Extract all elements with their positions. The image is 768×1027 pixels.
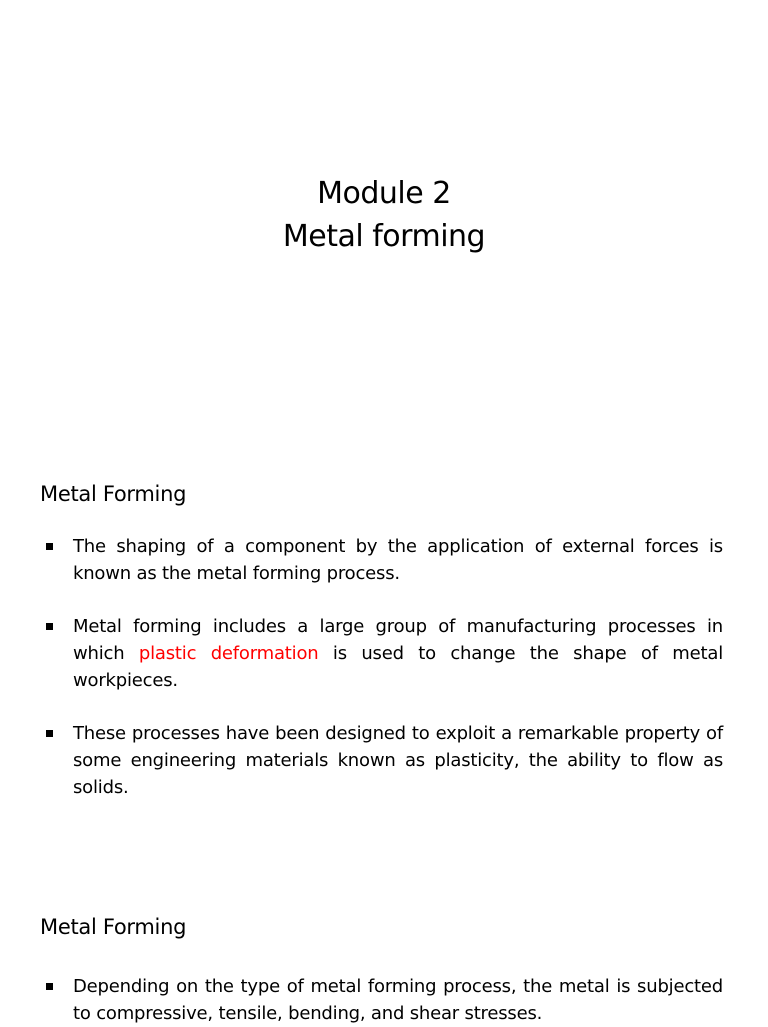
- bullet-text: These processes have been designed to exploit a remarkable property of some engineering materials known as plasticity, the ability to flow as solids.: [73, 723, 723, 798]
- square-bullet-icon: [46, 623, 53, 630]
- bullet-text-after: is used to change the shape of metal workpieces.: [73, 643, 723, 691]
- bullet-text: The shaping of a component by the application of external forces is known as the metal forming process.: [73, 536, 723, 584]
- square-bullet-icon: [46, 543, 53, 550]
- square-bullet-icon: [46, 730, 53, 737]
- bullet-item: [40, 973, 723, 1027]
- square-bullet-icon: [46, 983, 53, 990]
- highlighted-term: plastic deformation: [138, 643, 319, 664]
- bullet-text: Depending on the type of metal forming process, the metal is subjected to compressive, tensile, bending, and shear stresses.: [73, 976, 723, 1024]
- slide-heading: Metal Forming: [40, 482, 187, 506]
- bullet-item: [40, 533, 723, 587]
- bullet-list: [40, 533, 723, 801]
- slide-heading: Metal Forming: [40, 915, 187, 939]
- bullet-item: [40, 613, 723, 694]
- module-subtitle: Metal forming: [282, 219, 486, 254]
- bullet-item: [40, 720, 723, 801]
- title-slide: [0, 172, 768, 258]
- bullet-list: [40, 973, 723, 1027]
- bullet-text-before: Metal forming includes a large group of manufacturing processes in which: [73, 616, 723, 664]
- module-title: Module 2: [317, 176, 451, 211]
